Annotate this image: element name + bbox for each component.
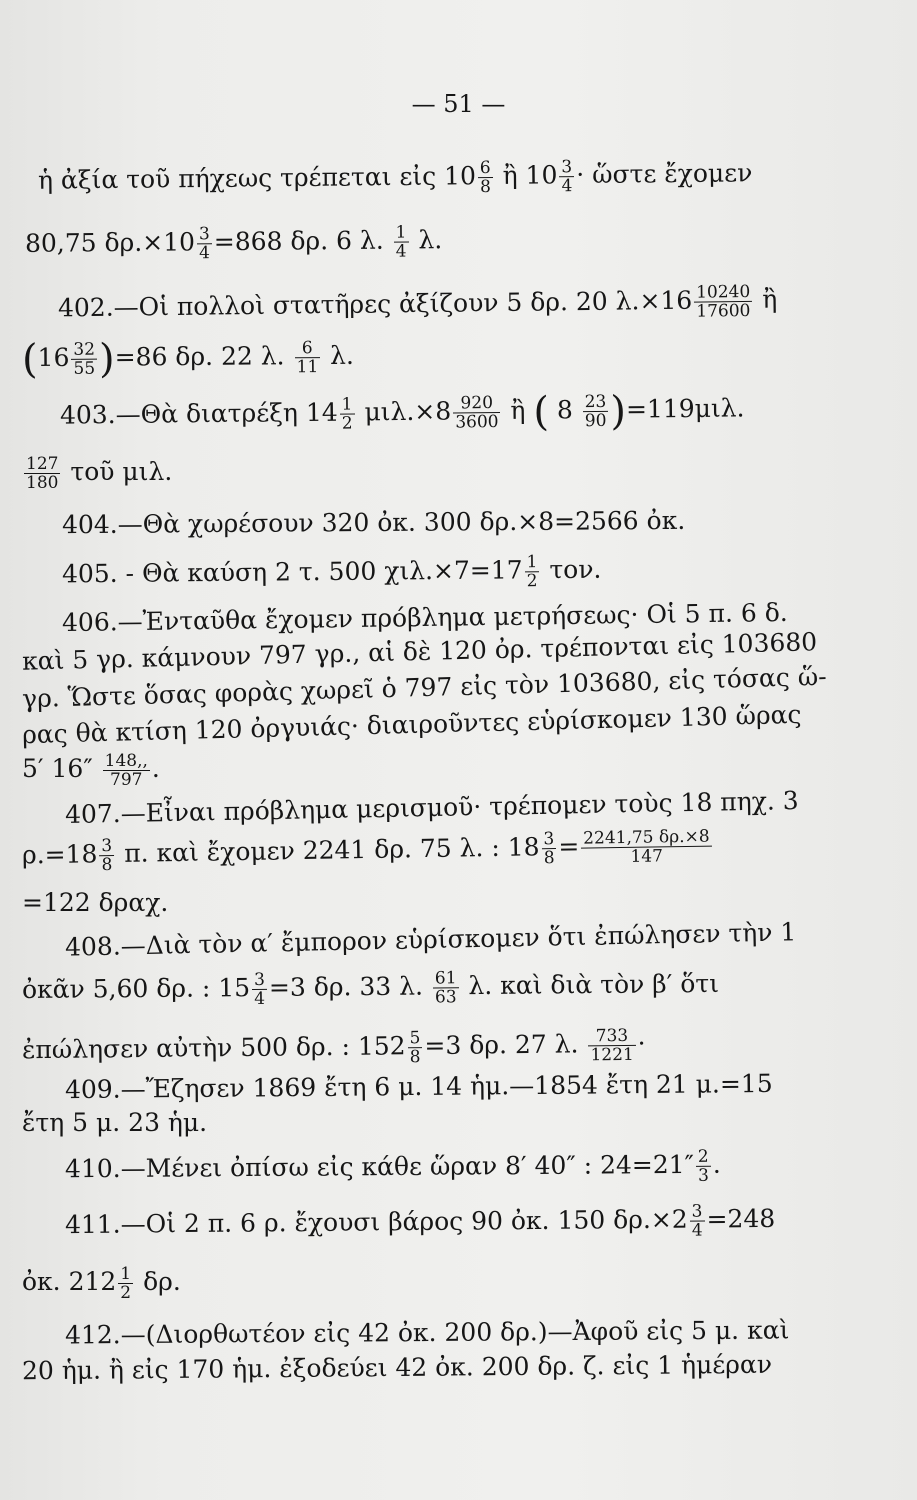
fraction xyxy=(588,1027,636,1064)
text-segment: 402.—Οἱ πολλοὶ στατῆρες ἀξίζουν 5 δρ. 20 λ.×16 xyxy=(57,285,693,323)
fraction xyxy=(24,455,60,492)
text-line xyxy=(22,1350,772,1387)
text-segment: ἐπώλησεν αὐτὴν 500 δρ. : 152 xyxy=(21,1031,406,1065)
fraction xyxy=(71,341,97,378)
text-segment: λ. xyxy=(322,340,355,371)
text-segment: 409.—Ἔζησεν 1869 ἔτη 6 μ. 14 ἡμ.—1854 ἔτη 21 μ.=15 xyxy=(64,1068,773,1105)
text-line xyxy=(62,506,685,540)
text-line xyxy=(65,1069,773,1105)
text-line xyxy=(22,888,168,918)
text-line xyxy=(65,1148,721,1190)
denominator: 8 xyxy=(101,855,113,876)
numerator: 733 xyxy=(588,1027,635,1046)
text-segment: ἢ xyxy=(754,284,778,314)
denominator: 2 xyxy=(120,1283,132,1303)
text-line xyxy=(65,1202,776,1245)
denominator: 3 xyxy=(697,1165,709,1186)
fraction xyxy=(581,828,712,867)
numerator: 920 xyxy=(453,394,500,413)
denominator: 4 xyxy=(561,176,573,197)
text-segment: 412.—(Διορθωτέον εἰς 42 ὀκ. 200 δρ.)—Ἀφοῦ εἰς 5 μ. καὶ xyxy=(64,1315,790,1350)
text-segment: 411.—Οἱ 2 π. 6 ρ. ἔχουσι βάρος 90 ὀκ. 150 δρ.×2 xyxy=(64,1204,688,1240)
text-segment: · ὥστε ἔχομεν xyxy=(576,158,753,190)
denominator: 797 xyxy=(110,770,143,790)
left-parenthesis: ( xyxy=(21,336,38,383)
denominator: 4 xyxy=(691,1220,703,1241)
text-segment: 403.—Θὰ διατρέξη 14 xyxy=(59,397,338,430)
fraction xyxy=(99,837,114,874)
denominator: 4 xyxy=(395,241,407,262)
text-segment: 405. - Θὰ καύση 2 τ. 500 χιλ.×7=17 xyxy=(61,555,523,589)
numerator: 2 xyxy=(697,1146,709,1167)
text-segment: λ. xyxy=(410,225,443,255)
text-line xyxy=(22,1265,181,1302)
numerator: 6 xyxy=(479,158,491,179)
denominator: 8 xyxy=(409,1047,421,1068)
text-line xyxy=(38,156,753,200)
denominator: 147 xyxy=(630,846,664,867)
numerator: 1 xyxy=(120,1264,132,1284)
numerator: 2241,75 δρ.×8 xyxy=(583,826,710,849)
fraction xyxy=(559,158,574,195)
text-segment: π. καὶ ἔχομεν 2241 δρ. 75 λ. : 18 xyxy=(116,832,540,868)
numerator: 32 xyxy=(73,339,96,360)
fraction xyxy=(197,225,212,262)
text-segment: τοῦ μιλ. xyxy=(62,457,173,486)
denominator: 4 xyxy=(198,243,210,264)
text-segment: · xyxy=(637,1028,646,1058)
denominator: 8 xyxy=(543,848,555,869)
denominator: 2 xyxy=(526,571,538,592)
text-segment: καὶ 5 γρ. κάμνουν 797 γρ., αἱ δὲ 120 ὀρ. τρέπονται εἰς 103680 xyxy=(21,627,818,676)
fraction xyxy=(583,393,609,430)
text-line xyxy=(65,1315,790,1350)
text-segment: 410.—Μένει ὀπίσω εἰς κάθε ὥραν 8′ 40″ : 24=21″ xyxy=(64,1149,695,1184)
fraction xyxy=(453,394,501,431)
denominator: 11 xyxy=(296,357,319,378)
denominator: 17600 xyxy=(696,300,751,322)
text-line xyxy=(59,388,745,436)
fraction xyxy=(407,1029,422,1066)
text-segment: δρ. xyxy=(135,1267,181,1296)
numerator: 3 xyxy=(543,829,555,850)
text-segment: τον. xyxy=(541,554,602,585)
fraction xyxy=(103,752,150,789)
text-line xyxy=(22,455,172,492)
denominator: 4 xyxy=(254,988,266,1010)
fraction xyxy=(541,830,556,867)
fraction xyxy=(340,396,355,433)
denominator: 3600 xyxy=(455,411,499,433)
numerator: 61 xyxy=(434,968,457,989)
fraction xyxy=(478,159,493,196)
fraction xyxy=(394,223,409,260)
numerator: 1 xyxy=(341,394,353,415)
text-segment: ὀκ. 212 xyxy=(22,1267,117,1296)
fraction xyxy=(690,1203,705,1240)
text-segment: =868 δρ. 6 λ. xyxy=(213,225,392,257)
fraction xyxy=(118,1265,133,1302)
text-line xyxy=(22,1027,646,1071)
right-parenthesis: ) xyxy=(98,336,115,383)
text-segment: γρ. Ὥστε ὅσας φορὰς χωρεῖ ὁ 797 εἰς τὸν 103680, εἰς τόσας ὥ- xyxy=(21,661,827,714)
numerator: 1 xyxy=(395,222,407,243)
text-segment: ἢ 10 xyxy=(494,160,558,190)
text-segment: =248 xyxy=(706,1203,776,1234)
denominator: 55 xyxy=(73,358,96,379)
text-segment: 407.—Εἶναι πρόβλημα μερισμοῦ· τρέπομεν τοὺς 18 πηχ. 3 xyxy=(64,785,799,830)
text-segment: =3 δρ. 33 λ. xyxy=(268,971,432,1002)
text-line xyxy=(65,917,797,962)
numerator: 10240 xyxy=(696,281,751,303)
right-parenthesis: ) xyxy=(610,388,627,435)
page-number: — 51 — xyxy=(411,90,506,118)
numerator: 3 xyxy=(691,1201,703,1222)
numerator: 3 xyxy=(561,157,573,178)
text-segment: . xyxy=(712,1149,721,1179)
text-segment: 80,75 δρ.×10 xyxy=(24,227,196,258)
text-segment: ρας θὰ κτίση 120 ὀργυιάς· διαιροῦντες εὑρίσκομεν 130 ὥρας xyxy=(21,699,802,750)
fraction xyxy=(294,339,320,376)
left-parenthesis: ( xyxy=(533,388,550,436)
numerator: 148,, xyxy=(104,751,148,771)
text-segment: λ. καὶ διὰ τὸν β′ ὅτι xyxy=(460,968,720,1001)
text-segment: 406.—Ἐνταῦθα ἔχομεν πρόβλημα μετρήσεως· Οἱ 5 π. 6 δ. xyxy=(61,597,788,638)
text-segment: 8 xyxy=(548,395,581,425)
text-segment: = xyxy=(558,831,580,862)
numerator: 5 xyxy=(409,1028,421,1049)
denominator: 63 xyxy=(434,987,457,1008)
text-segment: . xyxy=(151,754,160,783)
text-segment: =3 δρ. 27 λ. xyxy=(424,1029,587,1061)
text-segment: ἔτη 5 μ. 23 ἡμ. xyxy=(22,1108,208,1137)
numerator: 1 xyxy=(526,552,538,573)
denominator: 1221 xyxy=(590,1044,634,1066)
fraction xyxy=(252,971,267,1008)
denominator: 90 xyxy=(584,410,607,432)
fraction xyxy=(433,969,459,1006)
text-segment: =122 δραχ. xyxy=(22,888,169,917)
text-segment: ἡ ἀξία τοῦ πήχεως τρέπεται εἰς 10 xyxy=(37,161,477,195)
text-segment: =119μιλ. xyxy=(625,393,745,424)
text-line xyxy=(58,283,778,329)
numerator: 3 xyxy=(253,969,265,991)
numerator: 3 xyxy=(198,224,210,245)
numerator: 127 xyxy=(26,454,59,474)
denominator: 180 xyxy=(26,473,59,493)
text-segment: 408.—Διὰ τὸν α′ ἔμπορον εὑρίσκομεν ὅτι ἐπώλησεν τὴν 1 xyxy=(64,917,797,962)
text-segment: 5′ 16″ xyxy=(22,754,101,783)
fraction xyxy=(696,1148,711,1185)
text-segment: ὀκᾶν 5,60 δρ. : 15 xyxy=(21,973,251,1005)
numerator: 3 xyxy=(101,836,113,857)
numerator: 23 xyxy=(584,391,607,413)
text-line xyxy=(21,336,355,383)
text-line xyxy=(22,752,160,789)
text-segment: 16 xyxy=(37,342,70,373)
text-line xyxy=(65,786,799,830)
text-line xyxy=(25,223,443,264)
text-line xyxy=(22,967,719,1010)
numerator: 6 xyxy=(294,339,320,358)
fraction xyxy=(694,283,753,321)
text-segment: 404.—Θὰ χωρέσουν 320 ὀκ. 300 δρ.×8=2566 ὀκ. xyxy=(61,505,686,540)
text-segment: =86 δρ. 22 λ. xyxy=(114,341,293,372)
text-line xyxy=(22,828,714,876)
denominator: 8 xyxy=(479,176,491,198)
text-line xyxy=(62,553,602,595)
text-line xyxy=(22,1108,207,1138)
text-segment: μιλ.×8 xyxy=(356,396,452,427)
text-segment: 20 ἡμ. ἢ εἰς 170 ἡμ. ἐξοδεύει 42 ὀκ. 200 δρ. ζ. εἰς 1 ἡμέραν xyxy=(21,1349,773,1386)
text-segment: ρ.=18 xyxy=(21,839,98,870)
denominator: 2 xyxy=(341,413,353,434)
fraction xyxy=(524,553,539,590)
text-segment: ἢ xyxy=(502,395,534,425)
